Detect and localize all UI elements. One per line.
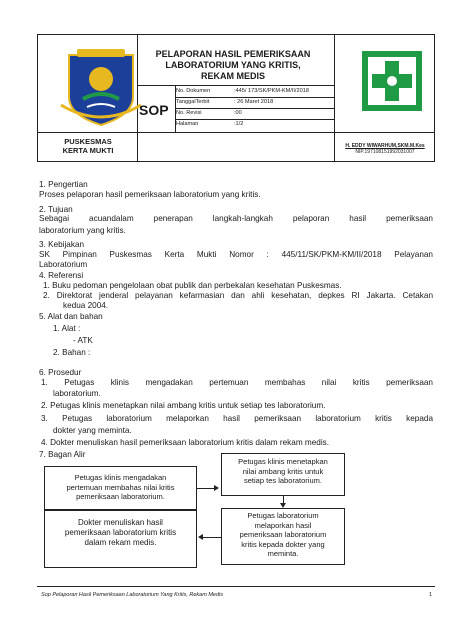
sop-title: PELAPORAN HASIL PEMERIKSAAN LABORATORIUM YANG KRITIS, REKAM MEDIS — [155, 49, 311, 81]
procedure-step-4: 4. Dokter menuliskan hasil pemeriksaan laboratorium kritis dalam rekam medis. — [41, 438, 330, 447]
organization-name — [38, 137, 138, 155]
arrow-left-icon — [198, 534, 203, 540]
flow-box-2-line: Petugas klinis menetapkan — [238, 457, 328, 466]
section-2-line-1: Sebagai acuandalam penerapan langkah-langkah pelaporan hasil pemeriksaan — [39, 214, 433, 223]
flow-box-2-line: setiap tes laboratorium. — [244, 476, 322, 485]
procedure-step-1-cont: laboratorium. — [53, 389, 101, 398]
health-ministry-logo — [358, 47, 426, 117]
procedure-step-2: 2. Petugas klinis menetapkan nilai ambang kritis untuk setiap tes laboratorium. — [41, 401, 326, 410]
flow-box-3-line: melaporkan hasil — [254, 520, 312, 530]
flow-box-4-line: dalam rekam medis. — [84, 538, 157, 547]
flow-box-1-line: pertemuan membahas nilai kritis — [66, 482, 175, 492]
flow-box-1-line: pemeriksaan laboratorium. — [76, 492, 165, 501]
reference-item-1: 1. Buku pedoman pengelolaan obat publik dan perbekalan kesehatan Puskesmas. — [43, 281, 342, 290]
reference-item-2-cont: kedua 2004. — [63, 301, 109, 310]
meta-label-page: Halaman — [176, 121, 199, 127]
section-7-heading: 7. Bagan Alir — [39, 450, 86, 459]
page-number: 1 — [429, 592, 433, 598]
footer-title: Sop Pelaporan Hasil Pemeriksaan Laboratorium Yang Kritis, Rekam Medis — [41, 592, 223, 598]
signer-nip: NIP.197108151992031007 — [355, 149, 415, 155]
signer-block — [334, 143, 436, 155]
meta-label-doc: No. Dokumen — [176, 88, 211, 94]
alat-item-atk: - ATK — [73, 336, 93, 345]
footer-divider — [37, 586, 435, 587]
section-6-heading: 6. Prosedur — [39, 368, 82, 377]
reference-item-2: 2. Direktorat jenderal pelayanan kefarmasian dan ahli kesehatan, depkes RI Jakarta. Cetakan — [43, 291, 433, 300]
section-4-heading: 4. Referensi — [39, 271, 84, 280]
meta-value-revision: :00 — [234, 110, 242, 116]
meta-value-page: :1/2 — [234, 121, 244, 127]
alat-label: 1. Alat : — [53, 324, 81, 333]
meta-value-doc: :445/ 173/SK/PKM-KM/II/2018 — [234, 88, 309, 94]
flow-box-2-line: nilai ambang kritis untuk — [242, 466, 324, 476]
meta-value-date: : 26 Maret 2018 — [234, 99, 274, 105]
org-line-1: PUSKESMAS — [64, 137, 112, 146]
flow-box-1 — [44, 466, 197, 510]
flow-box-4 — [44, 510, 197, 568]
section-3-heading: 3. Kebijakan — [39, 240, 85, 249]
flow-arrow-3-4 — [203, 537, 221, 538]
section-1-heading: 1. Pengertian — [39, 180, 88, 189]
signer-name: H. EDDY WIWARHUM,SKM.M.Kes — [345, 143, 425, 149]
section-3-line-1: SK Pimpinan Puskesmas Kerta Mukti Nomor : 445/11/SK/PKM-KM/II/2018 Pelayanan — [39, 250, 433, 259]
flow-box-3-line: meminta. — [267, 549, 299, 558]
flow-box-1-line: Petugas klinis mengadakan — [74, 473, 167, 482]
section-2-heading: 2. Tujuan — [39, 205, 73, 214]
procedure-step-3: 3. Petugas laboratorium melaporkan hasil pemeriksaan laboratorium kritis kepada — [41, 414, 433, 423]
section-1-text: Proses pelaporan hasil pemeriksaan laboratorium yang kritis. — [39, 190, 261, 199]
flow-box-3-line: kritis kepada dokter yang — [241, 539, 325, 549]
meta-label-revision: No. Revisi — [176, 110, 202, 116]
flow-box-3 — [221, 508, 345, 565]
arrow-right-icon — [214, 485, 219, 491]
meta-label-date: TanggalTerbit — [176, 99, 210, 105]
sop-label: SOP — [139, 102, 169, 118]
section-2-line-2: laboratorium yang kritis. — [39, 226, 126, 235]
flow-box-4-line: Dokter menuliskan hasil — [78, 518, 163, 527]
procedure-step-1: 1. Petugas klinis mengadakan pertemuan membahas nilai kritis pemeriksaan — [41, 378, 433, 387]
flow-box-3-line: pemeriksaan laboratorium — [239, 530, 327, 539]
procedure-step-3-cont: dokter yang meminta. — [53, 426, 132, 435]
flow-box-2 — [221, 453, 345, 496]
sop-header-table — [37, 34, 435, 162]
bahan-label: 2. Bahan : — [53, 348, 91, 357]
flow-box-3-line: Petugas laboratorium — [247, 511, 319, 520]
section-5-heading: 5. Alat dan bahan — [39, 312, 103, 321]
org-line-2: KERTA MUKTI — [62, 146, 114, 155]
section-3-line-2: Laboratorium — [39, 260, 88, 269]
flow-box-4-line: pemeriksaan laboratorium kritis — [64, 528, 177, 537]
